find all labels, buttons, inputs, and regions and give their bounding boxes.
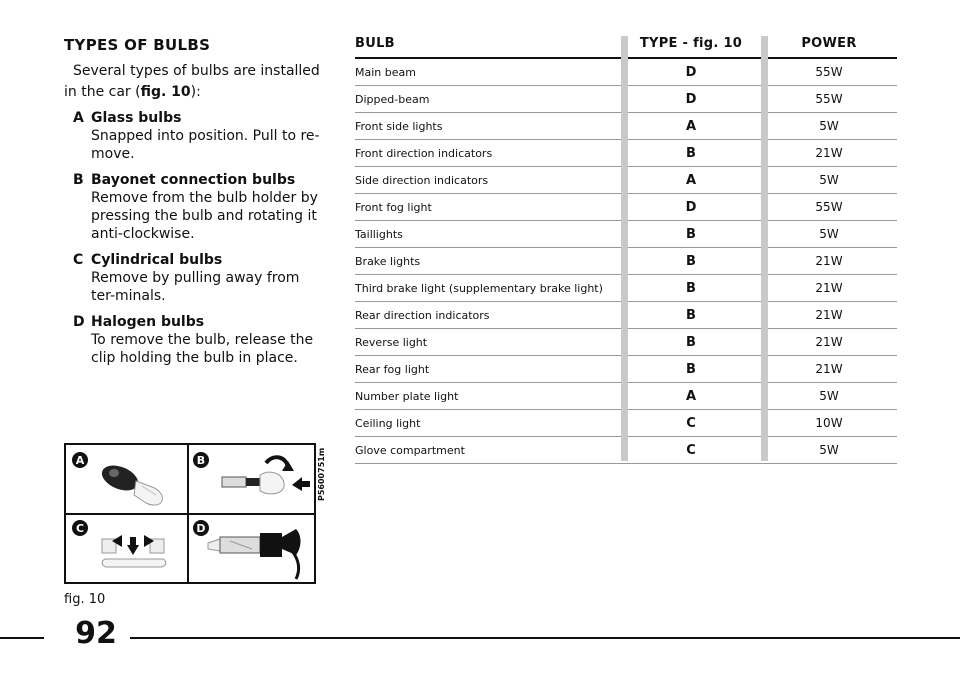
bulb-type-name: Bayonet connection bulbs bbox=[91, 172, 296, 188]
bulb-type-desc: Remove from the bulb holder by pressing the bulb and rotating it anti-clockwise. bbox=[91, 190, 318, 242]
bulb-type-letter: C bbox=[73, 252, 84, 268]
cell-type: D bbox=[685, 91, 697, 107]
bulb-types-section bbox=[64, 36, 320, 375]
cell-bulb: Reverse light bbox=[355, 335, 428, 349]
cell-bulb: Side direction indicators bbox=[355, 173, 489, 187]
cell-power: 21W bbox=[815, 362, 843, 376]
panel-label-c: C bbox=[75, 522, 85, 535]
cell-type: A bbox=[685, 388, 697, 404]
cell-power: 21W bbox=[815, 281, 843, 295]
cell-type: B bbox=[686, 145, 696, 161]
figure-code-text: P5600751m bbox=[317, 447, 326, 501]
cell-type: A bbox=[685, 118, 697, 134]
cell-bulb: Front direction indicators bbox=[355, 146, 493, 160]
cell-bulb: Brake lights bbox=[355, 254, 421, 268]
bulb-type-list bbox=[64, 109, 320, 367]
bulb-type-body bbox=[91, 251, 320, 305]
column-separator-1 bbox=[621, 36, 628, 461]
cell-type: A bbox=[685, 172, 697, 188]
panel-label-d: D bbox=[196, 522, 206, 535]
cell-power: 5W bbox=[819, 173, 839, 187]
page-number: 92 bbox=[75, 616, 117, 651]
cell-bulb: Third brake light (supplementary brake light) bbox=[355, 281, 603, 295]
bulb-type-item bbox=[73, 313, 320, 367]
cell-power: 55W bbox=[815, 200, 843, 214]
bulb-type-desc: Snapped into position. Pull to re-move. bbox=[91, 128, 320, 162]
column-separator-2 bbox=[761, 36, 768, 461]
bulb-type-desc: To remove the bulb, release the clip holding the bulb in place. bbox=[91, 332, 314, 366]
bulb-type-desc: Remove by pulling away from ter-minals. bbox=[91, 270, 300, 304]
cell-power: 21W bbox=[815, 335, 843, 349]
bulb-type-letter: A bbox=[73, 110, 84, 126]
cell-power: 21W bbox=[815, 308, 843, 322]
cell-bulb: Taillights bbox=[355, 227, 403, 241]
header-power: POWER bbox=[801, 36, 857, 51]
cell-type: D bbox=[685, 199, 697, 215]
bulb-type-body bbox=[91, 313, 320, 367]
cell-bulb: Dipped-beam bbox=[355, 92, 430, 106]
cell-type: D bbox=[685, 64, 697, 80]
bulb-type-body bbox=[91, 171, 320, 243]
header-bulb: BULB bbox=[355, 36, 395, 51]
bulb-type-item bbox=[73, 171, 320, 243]
bulb-type-name: Halogen bulbs bbox=[91, 314, 205, 330]
bulb-type-body bbox=[91, 109, 320, 163]
cell-power: 21W bbox=[815, 254, 843, 268]
cell-bulb: Glove compartment bbox=[355, 443, 465, 457]
panel-b-illustration bbox=[193, 452, 310, 494]
cell-type: C bbox=[686, 415, 696, 431]
section-title: TYPES OF BULBS bbox=[64, 36, 211, 54]
figure-caption: fig. 10 bbox=[64, 592, 106, 607]
cell-type: B bbox=[686, 307, 696, 323]
panel-label-a: A bbox=[75, 454, 85, 467]
intro-paragraph bbox=[64, 61, 320, 103]
cell-type: C bbox=[686, 442, 696, 458]
cell-power: 55W bbox=[815, 65, 843, 79]
bulb-type-letter: D bbox=[73, 314, 85, 330]
bulb-table bbox=[355, 36, 897, 464]
bulb-type-name: Cylindrical bulbs bbox=[91, 252, 223, 268]
cell-bulb: Front fog light bbox=[355, 200, 432, 214]
cell-bulb: Number plate light bbox=[355, 389, 459, 403]
intro-fig-ref: fig. 10 bbox=[140, 84, 191, 100]
cell-power: 21W bbox=[815, 146, 843, 160]
intro-text: Several types of bulbs are installed in the car ( bbox=[64, 63, 320, 100]
footer-line-left bbox=[0, 637, 44, 639]
cell-power: 5W bbox=[819, 119, 839, 133]
bulb-type-item bbox=[73, 109, 320, 163]
cell-type: B bbox=[686, 253, 696, 269]
footer-line-right bbox=[130, 637, 960, 639]
intro-end: ): bbox=[190, 84, 201, 100]
cell-power: 5W bbox=[819, 443, 839, 457]
bulb-figure bbox=[64, 443, 316, 584]
cell-bulb: Front side lights bbox=[355, 119, 443, 133]
cell-power: 10W bbox=[815, 416, 843, 430]
panel-c-illustration bbox=[72, 520, 166, 567]
cell-type: B bbox=[686, 361, 696, 377]
header-type: TYPE - fig. 10 bbox=[639, 36, 743, 51]
panel-a-illustration bbox=[72, 452, 162, 505]
bulb-type-letter: B bbox=[73, 172, 84, 188]
bulb-illustrations bbox=[66, 445, 314, 582]
cell-power: 5W bbox=[819, 227, 839, 241]
cell-power: 5W bbox=[819, 389, 839, 403]
cell-type: B bbox=[686, 226, 696, 242]
cell-bulb: Rear direction indicators bbox=[355, 308, 490, 322]
cell-bulb: Ceiling light bbox=[355, 416, 421, 430]
bulb-type-item bbox=[73, 251, 320, 305]
cell-power: 55W bbox=[815, 92, 843, 106]
cell-bulb: Main beam bbox=[355, 65, 416, 79]
figure-code bbox=[314, 443, 328, 503]
panel-d-illustration bbox=[193, 520, 301, 579]
bulb-type-name: Glass bulbs bbox=[91, 110, 182, 126]
cell-type: B bbox=[686, 334, 696, 350]
cell-type: B bbox=[686, 280, 696, 296]
panel-label-b: B bbox=[196, 454, 206, 467]
cell-bulb: Rear fog light bbox=[355, 362, 430, 376]
